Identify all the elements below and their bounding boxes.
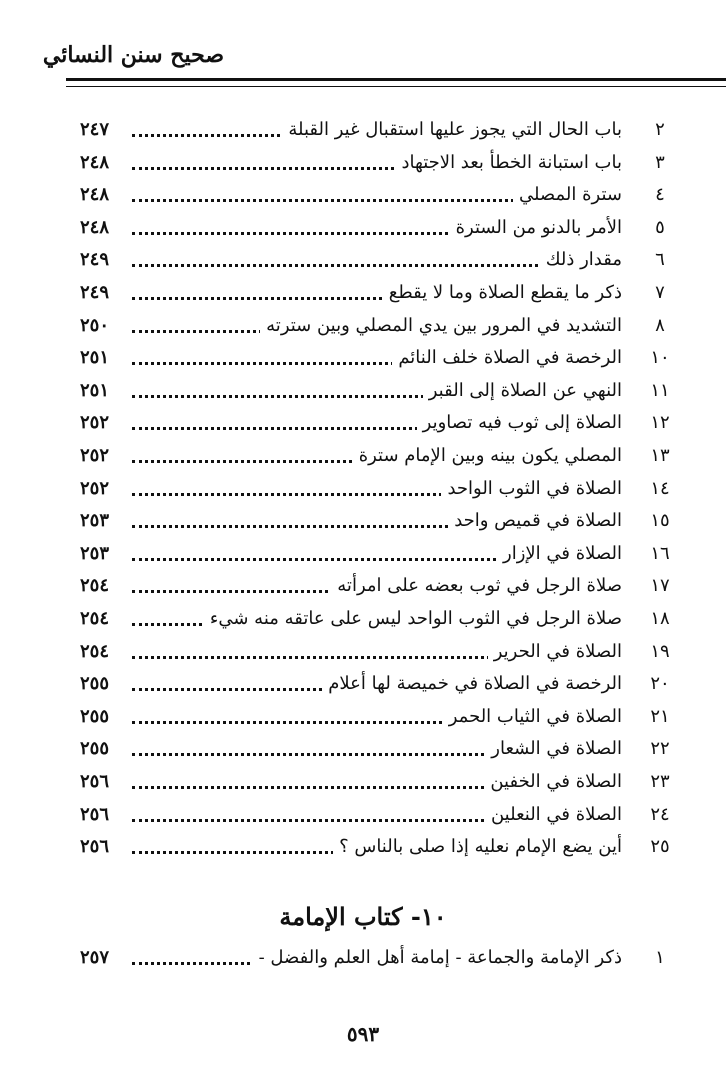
- entry-number: ٨: [655, 314, 665, 336]
- entry-title: الصلاة في قميص واحد: [448, 505, 622, 537]
- entry-number: ٢: [655, 119, 665, 140]
- entry-page-number: ٢٥٢: [80, 445, 110, 466]
- entry-title: الصلاة في الخفين: [484, 766, 622, 798]
- entry-page-number: ٢٤٩: [80, 282, 110, 303]
- entry-title: باب الحال التي يجوز عليها استقبال غير القبلة: [282, 114, 622, 146]
- entry-page-number: ٢٥١: [80, 379, 110, 401]
- chapter-heading: ١٠- كتاب الإمامة: [279, 902, 447, 931]
- entry-page-number: ٢٥٥: [80, 705, 110, 727]
- entry-number: ٣: [655, 151, 665, 173]
- entry-title: مقدار ذلك: [540, 244, 622, 276]
- entry-number: ٤: [655, 184, 665, 206]
- entry-number: ٢١: [650, 705, 670, 727]
- entry-page-number: ٢٥٤: [80, 608, 110, 629]
- entry-number: ٢٠: [650, 673, 670, 695]
- entry-title: النهي عن الصلاة إلى القبر: [423, 375, 622, 407]
- entry-number: ١٤: [650, 477, 670, 499]
- entry-page-number: ٢٥٥: [80, 738, 110, 760]
- entry-page-number: ٢٥٧: [80, 947, 110, 968]
- entry-number: ١٥: [650, 510, 670, 532]
- entry-title: صلاة الرجل في الثوب الواحد ليس على عاتقه منه شيء: [204, 603, 622, 635]
- entry-title: الصلاة في النعلين: [485, 799, 622, 831]
- entry-number: ١٠: [650, 347, 670, 369]
- entry-number: ١٢: [650, 412, 670, 434]
- entry-page-number: ٢٥٤: [80, 575, 110, 597]
- entry-number: ١٣: [650, 445, 670, 466]
- entry-page-number: ٢٤٨: [80, 151, 110, 173]
- entry-number: ١: [655, 947, 665, 968]
- entry-page-number: ٢٥٥: [80, 673, 110, 695]
- entry-page-number: ٢٤٨: [80, 184, 110, 206]
- entry-page-number: ٢٤٨: [80, 216, 110, 238]
- entry-title: ذكر ما يقطع الصلاة وما لا يقطع: [383, 277, 622, 309]
- entry-number: ٢٢: [650, 738, 670, 760]
- entry-number: ١٦: [650, 542, 670, 564]
- entry-page-number: ٢٥١: [80, 347, 110, 369]
- entry-title: الصلاة في الثياب الحمر: [443, 701, 622, 733]
- entry-number: ١١: [650, 379, 670, 401]
- entry-title: المصلي يكون بينه وبين الإمام سترة: [353, 440, 622, 472]
- entry-page-number: ٢٥٢: [80, 477, 110, 499]
- entry-title: الرخصة في الصلاة في خميصة لها أعلام: [322, 668, 622, 700]
- entry-number: ١٩: [650, 640, 670, 662]
- entry-number: ٢٥: [650, 836, 670, 858]
- running-title: صحيح سنن النسائي: [42, 42, 224, 68]
- entry-number: ٥: [655, 216, 665, 238]
- entry-page-number: ٢٥٦: [80, 836, 110, 858]
- entry-page-number: ٢٥٢: [80, 412, 110, 434]
- entry-title: الصلاة إلى ثوب فيه تصاوير: [417, 407, 622, 439]
- entry-page-number: ٢٤٧: [80, 119, 110, 140]
- entry-page-number: ٢٥٣: [80, 510, 110, 532]
- entry-title: الرخصة في الصلاة خلف النائم: [392, 342, 622, 374]
- entry-number: ٦: [655, 249, 665, 271]
- entry-title: صلاة الرجل في ثوب بعضه على امرأته: [331, 570, 622, 602]
- entry-page-number: ٢٥٠: [80, 314, 110, 336]
- entry-number: ٢٣: [650, 771, 670, 792]
- entry-page-number: ٢٤٩: [80, 249, 110, 271]
- entry-title: ذكر الإمامة والجماعة - إمامة أهل العلم والفضل -: [253, 942, 622, 974]
- entry-number: ٢٤: [650, 803, 670, 825]
- entry-page-number: ٢٥٦: [80, 771, 110, 792]
- entry-title: باب استبانة الخطأ بعد الاجتهاد: [395, 147, 622, 179]
- entry-title: الصلاة في الثوب الواحد: [441, 473, 622, 505]
- toc-entry: [80, 942, 680, 974]
- entry-page-number: ٢٥٤: [80, 640, 110, 662]
- entry-title: التشديد في المرور بين يدي المصلي وبين سترته: [260, 310, 622, 342]
- entry-title: الصلاة في الشعار: [485, 733, 622, 765]
- entry-title: الصلاة في الإزار: [497, 538, 622, 570]
- entry-number: ١٧: [650, 575, 670, 597]
- page-number: ٥٩٣: [346, 1022, 380, 1046]
- entry-title: أين يضع الإمام نعليه إذا صلى بالناس ؟: [333, 831, 622, 863]
- entry-title: الأمر بالدنو من السترة: [450, 212, 622, 244]
- entry-title: سترة المصلي: [513, 179, 622, 211]
- entry-number: ٧: [655, 282, 665, 303]
- entry-number: ١٨: [650, 608, 670, 629]
- entry-page-number: ٢٥٦: [80, 803, 110, 825]
- entry-title: الصلاة في الحرير: [488, 636, 622, 668]
- entry-page-number: ٢٥٣: [80, 542, 110, 564]
